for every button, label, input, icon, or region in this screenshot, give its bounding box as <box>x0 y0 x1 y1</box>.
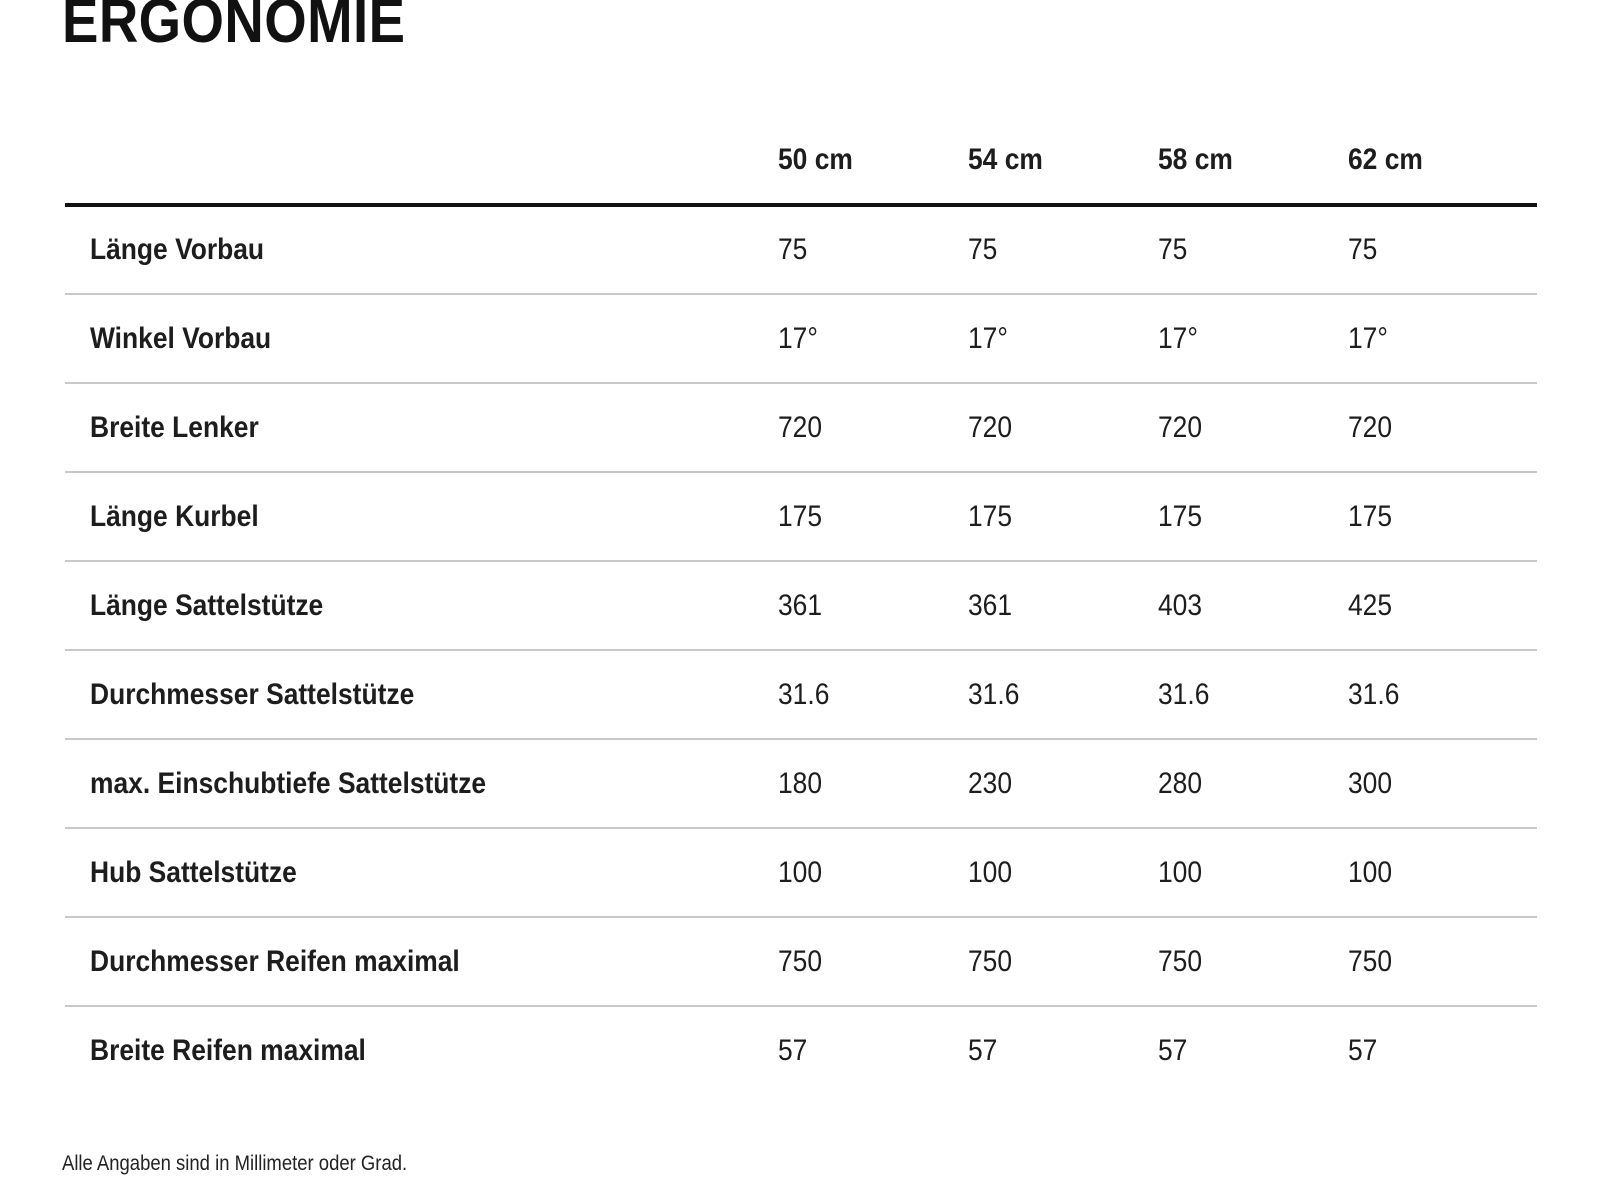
table-row <box>65 1006 1537 1095</box>
spec-value: 300 <box>1348 739 1537 828</box>
page-title: ERGONOMIE <box>62 0 406 56</box>
spec-value: 361 <box>778 561 968 650</box>
units-footnote: Alle Angaben sind in Millimeter oder Grad. <box>62 1152 408 1175</box>
table-row <box>65 828 1537 917</box>
spec-value: 750 <box>968 917 1158 1006</box>
header-row <box>65 118 1537 205</box>
row-label: Breite Lenker <box>65 383 778 472</box>
spec-value: 100 <box>1158 828 1348 917</box>
spec-value: 175 <box>1158 472 1348 561</box>
spec-value: 750 <box>1348 917 1537 1006</box>
column-header-58cm: 58 cm <box>1158 118 1348 205</box>
spec-value: 403 <box>1158 561 1348 650</box>
spec-value: 175 <box>778 472 968 561</box>
spec-value: 31.6 <box>1348 650 1537 739</box>
row-label: Länge Vorbau <box>65 205 778 294</box>
table-row <box>65 917 1537 1006</box>
column-header-54cm: 54 cm <box>968 118 1158 205</box>
spec-value: 75 <box>968 205 1158 294</box>
spec-value: 75 <box>778 205 968 294</box>
row-label: Länge Sattelstütze <box>65 561 778 650</box>
row-label: Durchmesser Sattelstütze <box>65 650 778 739</box>
row-label: Breite Reifen maximal <box>90 1034 366 1067</box>
spec-value: 425 <box>1348 561 1537 650</box>
spec-value: 361 <box>968 561 1158 650</box>
row-label: Winkel Vorbau <box>65 294 778 383</box>
spec-value: 230 <box>968 739 1158 828</box>
table-row <box>65 561 1537 650</box>
row-label: Hub Sattelstütze <box>65 828 778 917</box>
spec-value: 280 <box>1158 739 1348 828</box>
row-label: max. Einschubtiefe Sattelstütze <box>65 739 778 828</box>
spec-value: 175 <box>968 472 1158 561</box>
table-row <box>65 650 1537 739</box>
table-row <box>65 472 1537 561</box>
spec-value: 31.6 <box>968 650 1158 739</box>
spec-value: 750 <box>778 917 968 1006</box>
spec-value: 100 <box>1348 828 1537 917</box>
spec-value: 57 <box>1348 1034 1378 1067</box>
spec-value: 17° <box>1158 294 1348 383</box>
spec-value: 17° <box>968 294 1158 383</box>
spec-value: 175 <box>1348 472 1537 561</box>
spec-value: 57 <box>778 1034 808 1067</box>
column-header-62cm: 62 cm <box>1348 118 1537 205</box>
spec-value: 720 <box>1348 383 1537 472</box>
table-row <box>65 383 1537 472</box>
table-row <box>65 739 1537 828</box>
row-label: Länge Kurbel <box>65 472 778 561</box>
spec-value: 100 <box>968 828 1158 917</box>
corner-cell <box>65 118 778 205</box>
row-label: Durchmesser Reifen maximal <box>65 917 778 1006</box>
spec-value: 57 <box>968 1034 998 1067</box>
spec-value: 57 <box>1158 1034 1188 1067</box>
column-header-50cm: 50 cm <box>778 118 968 205</box>
spec-value: 720 <box>1158 383 1348 472</box>
spec-value: 31.6 <box>778 650 968 739</box>
spec-value: 720 <box>968 383 1158 472</box>
spec-value: 720 <box>778 383 968 472</box>
spec-value: 17° <box>1348 294 1537 383</box>
spec-value: 100 <box>778 828 968 917</box>
table-row <box>65 294 1537 383</box>
ergonomics-spec-table <box>65 118 1537 1095</box>
spec-value: 31.6 <box>1158 650 1348 739</box>
spec-value: 180 <box>778 739 968 828</box>
spec-value: 17° <box>778 294 968 383</box>
spec-value: 75 <box>1158 205 1348 294</box>
spec-value: 750 <box>1158 917 1348 1006</box>
spec-value: 75 <box>1348 205 1537 294</box>
table-row <box>65 205 1537 294</box>
